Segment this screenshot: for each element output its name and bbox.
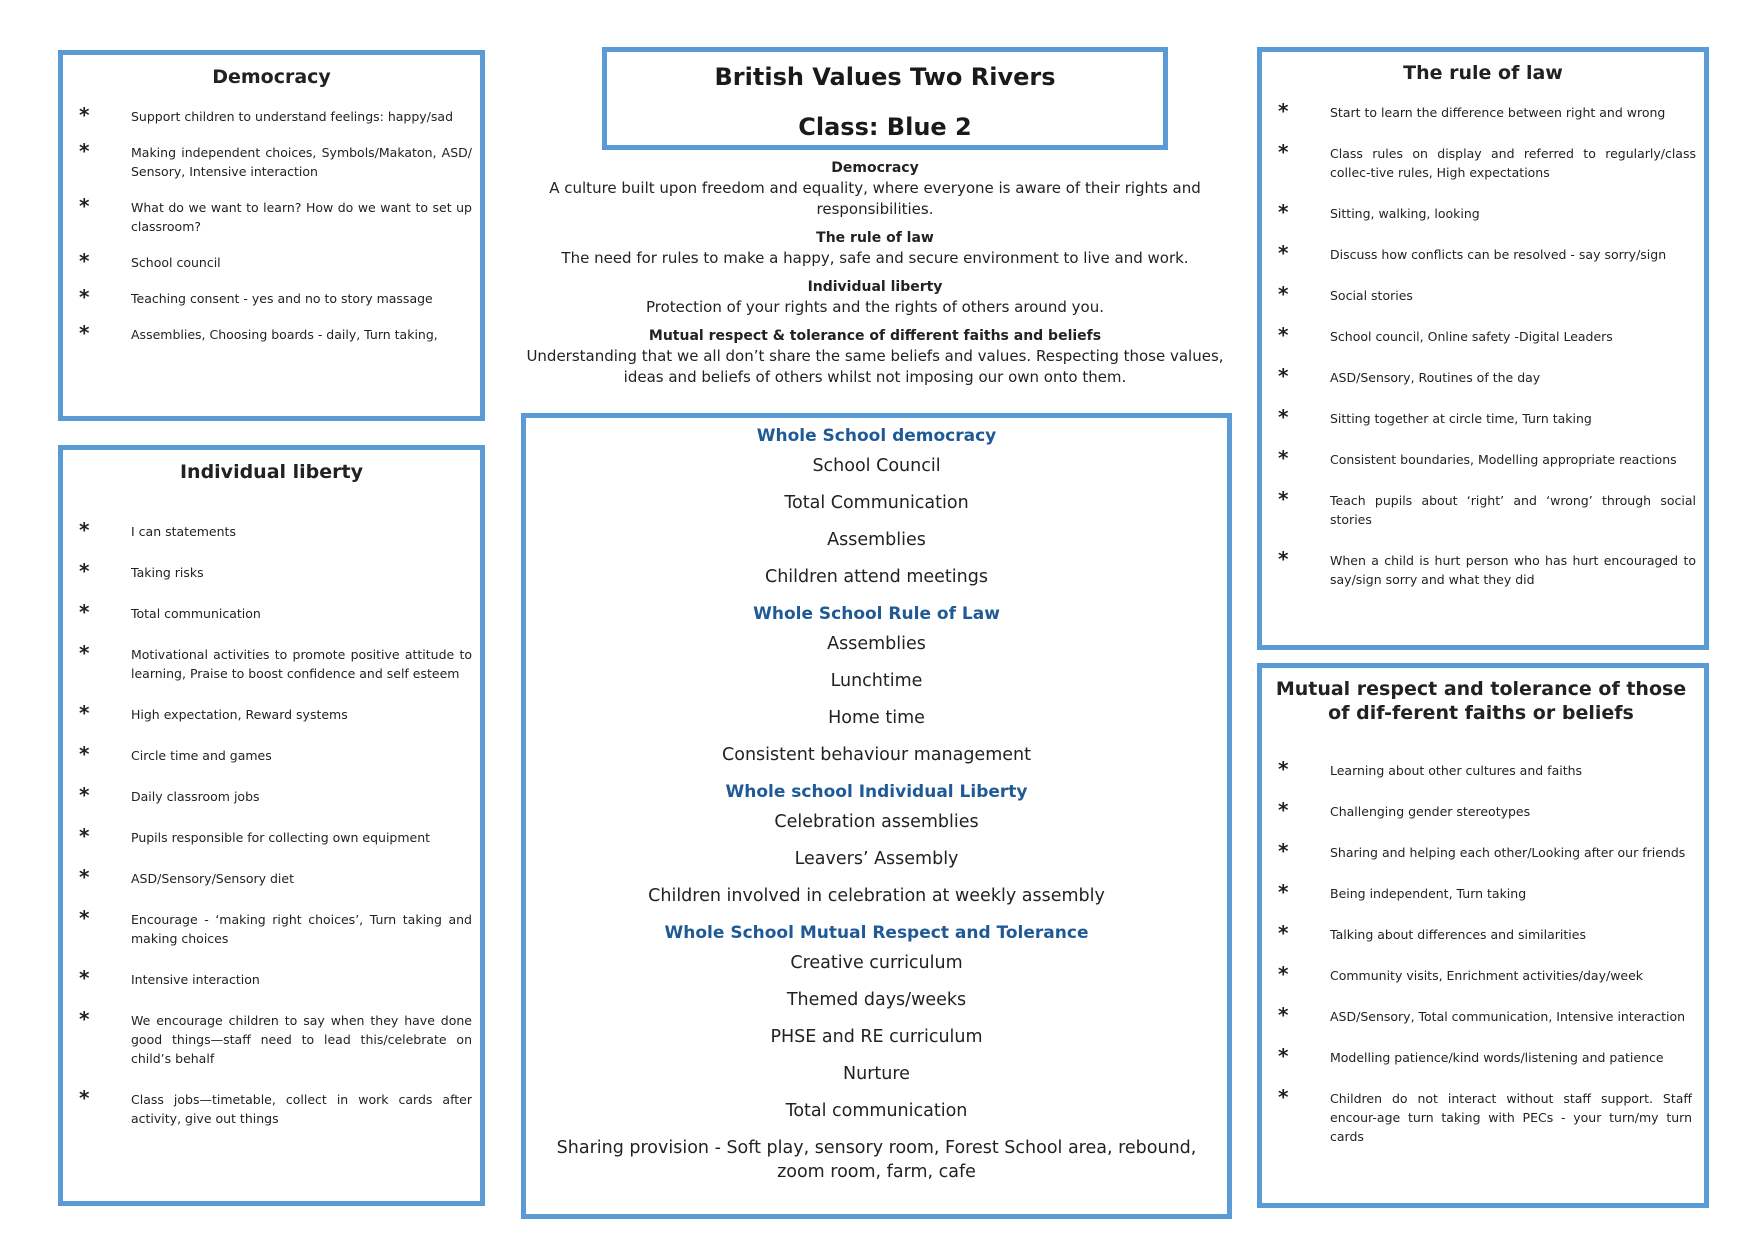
list-item — [71, 518, 472, 542]
list-item — [71, 824, 472, 848]
list-item-text: Social stories — [1330, 288, 1413, 303]
list-item-text: Class rules on display and referred to regularly/class collec-tive rules, High expectations — [1330, 146, 1696, 180]
whole-school-item: School Council — [812, 456, 941, 476]
list-item — [1270, 1044, 1692, 1068]
bullet-asterisk-icon: * — [79, 641, 90, 665]
list-item — [71, 103, 472, 127]
definition-text: A culture built upon freedom and equality, where everyone is aware of their rights and responsibilities. — [549, 179, 1201, 218]
list-item — [1270, 839, 1692, 863]
list-item — [71, 139, 472, 181]
bullet-asterisk-icon: * — [79, 701, 90, 725]
bullet-asterisk-icon: * — [1278, 200, 1289, 224]
whole-school-panel — [521, 413, 1232, 1219]
list-item-text: Support children to understand feelings: happy/sad — [131, 109, 453, 124]
list-item-text: Intensive interaction — [131, 972, 260, 987]
bullet-asterisk-icon: * — [79, 518, 90, 542]
bullet-asterisk-icon: * — [79, 906, 90, 930]
list-item-text: Modelling patience/kind words/listening and patience — [1330, 1050, 1664, 1065]
list-item-text: Class jobs—timetable, collect in work cards after activity, give out things — [131, 1092, 472, 1126]
bullet-asterisk-icon: * — [79, 559, 90, 583]
list-item-text: Sitting together at circle time, Turn taking — [1330, 411, 1592, 426]
list-item — [1270, 405, 1696, 429]
whole-school-item: Creative curriculum — [790, 953, 963, 973]
bullet-asterisk-icon: * — [79, 139, 90, 163]
bullet-asterisk-icon: * — [1278, 839, 1289, 863]
bullet-asterisk-icon: * — [79, 783, 90, 807]
list-item — [71, 641, 472, 683]
bullet-asterisk-icon: * — [79, 1007, 90, 1031]
list-item — [1270, 282, 1696, 306]
list-item-text: ASD/Sensory, Routines of the day — [1330, 370, 1541, 385]
whole-school-heading: Whole School Rule of Law — [753, 604, 1000, 624]
list-item — [1270, 962, 1692, 986]
whole-school-item: Consistent behaviour management — [722, 745, 1031, 765]
whole-school-heading: Whole school Individual Liberty — [725, 782, 1028, 802]
bullet-asterisk-icon: * — [1278, 364, 1289, 388]
bullet-asterisk-icon: * — [1278, 446, 1289, 470]
list-item-text: Talking about differences and similarities — [1330, 927, 1586, 942]
bullet-asterisk-icon: * — [1278, 241, 1289, 265]
list-item — [1270, 446, 1696, 470]
bullet-asterisk-icon: * — [79, 824, 90, 848]
bullet-asterisk-icon: * — [1278, 547, 1289, 571]
list-item-text: Children do not interact without staff support. Staff encour-age turn taking with PECs - your turn/my turn cards — [1330, 1091, 1692, 1144]
list-item — [71, 742, 472, 766]
definition-text: The need for rules to make a happy, safe and secure environment to live and work. — [561, 249, 1189, 267]
whole-school-item: Assemblies — [827, 634, 926, 654]
bullet-asterisk-icon: * — [79, 966, 90, 990]
whole-school-item: Nurture — [843, 1064, 910, 1084]
bullet-asterisk-icon: * — [79, 285, 90, 309]
individual-liberty-list — [71, 518, 472, 1128]
page-title: British Values Two Rivers — [714, 63, 1056, 91]
list-item — [1270, 547, 1696, 589]
list-item-text: Start to learn the difference between right and wrong — [1330, 105, 1666, 120]
definition-heading: Mutual respect & tolerance of different faiths and beliefs — [648, 328, 1102, 344]
list-item — [71, 1086, 472, 1128]
list-item-text: ASD/Sensory/Sensory diet — [131, 871, 294, 886]
list-item — [71, 321, 472, 345]
list-item-text: Community visits, Enrichment activities/day/week — [1330, 968, 1644, 983]
list-item-text: Assemblies, Choosing boards - daily, Turn taking, — [131, 327, 438, 342]
bullet-asterisk-icon: * — [1278, 323, 1289, 347]
list-item-text: When a child is hurt person who has hurt encouraged to say/sign sorry and what they did — [1330, 553, 1696, 587]
bullet-asterisk-icon: * — [79, 321, 90, 345]
bullet-asterisk-icon: * — [1278, 1003, 1289, 1027]
list-item-text: We encourage children to say when they have done good things—staff need to lead this/celebrate on child’s behalf — [131, 1013, 472, 1066]
list-item — [71, 249, 472, 273]
list-item — [1270, 364, 1696, 388]
list-item — [1270, 1085, 1692, 1146]
list-item-text: Taking risks — [131, 565, 204, 580]
individual-liberty-title: Individual liberty — [179, 461, 364, 483]
bullet-asterisk-icon: * — [1278, 99, 1289, 123]
whole-school-item: Sharing provision - Soft play, sensory room, Forest School area, rebound, zoom room, farm, cafe — [556, 1138, 1197, 1182]
bullet-asterisk-icon: * — [1278, 798, 1289, 822]
page-title-panel — [602, 47, 1168, 150]
whole-school-item: PHSE and RE curriculum — [770, 1027, 983, 1047]
mutual-respect-list — [1270, 757, 1692, 1146]
whole-school-item: Themed days/weeks — [786, 990, 967, 1010]
definition-heading: Democracy — [831, 160, 919, 176]
list-item-text: Total communication — [131, 606, 261, 621]
whole-school-item: Leavers’ Assembly — [794, 849, 959, 869]
bullet-asterisk-icon: * — [79, 600, 90, 624]
list-item-text: Discuss how conflicts can be resolved - say sorry/sign — [1330, 247, 1667, 262]
rule-of-law-list — [1270, 99, 1696, 589]
list-item — [1270, 241, 1696, 265]
list-item — [1270, 1003, 1692, 1027]
definition-heading: The rule of law — [816, 230, 934, 246]
list-item-text: Circle time and games — [131, 748, 272, 763]
mutual-respect-panel — [1257, 663, 1709, 1208]
definition-text: Understanding that we all don’t share the same beliefs and values. Respecting those values, ideas and beliefs of others whilst not imposing our own onto them. — [526, 347, 1224, 386]
list-item — [71, 906, 472, 948]
bullet-asterisk-icon: * — [1278, 282, 1289, 306]
bullet-asterisk-icon: * — [1278, 140, 1289, 164]
individual-liberty-panel — [58, 445, 485, 1206]
list-item — [71, 865, 472, 889]
list-item — [71, 194, 472, 236]
whole-school-item: Total Communication — [784, 493, 969, 513]
definition-heading: Individual liberty — [807, 279, 943, 295]
list-item — [1270, 757, 1692, 781]
class-name: Class: Blue 2 — [798, 113, 972, 141]
list-item-text: Sharing and helping each other/Looking after our friends — [1330, 845, 1686, 860]
list-item — [71, 285, 472, 309]
list-item-text: Daily classroom jobs — [131, 789, 260, 804]
bullet-asterisk-icon: * — [79, 742, 90, 766]
bullet-asterisk-icon: * — [1278, 405, 1289, 429]
list-item-text: What do we want to learn? How do we want to set up classroom? — [131, 200, 472, 234]
bullet-asterisk-icon: * — [1278, 757, 1289, 781]
democracy-title: Democracy — [212, 66, 331, 88]
bullet-asterisk-icon: * — [79, 103, 90, 127]
whole-school-item: Children involved in celebration at weekly assembly — [648, 886, 1105, 906]
list-item-text: School council — [131, 255, 221, 270]
list-item — [71, 559, 472, 583]
list-item — [1270, 921, 1692, 945]
bullet-asterisk-icon: * — [79, 249, 90, 273]
definitions-block — [505, 158, 1245, 396]
list-item-text: Encourage - ‘making right choices’, Turn taking and making choices — [131, 912, 472, 946]
list-item-text: I can statements — [131, 524, 236, 539]
whole-school-heading: Whole School democracy — [756, 426, 997, 446]
bullet-asterisk-icon: * — [1278, 487, 1289, 511]
list-item-text: ASD/Sensory, Total communication, Intensive interaction — [1330, 1009, 1686, 1024]
bullet-asterisk-icon: * — [79, 194, 90, 218]
list-item — [71, 600, 472, 624]
list-item — [71, 783, 472, 807]
list-item — [1270, 99, 1696, 123]
bullet-asterisk-icon: * — [79, 865, 90, 889]
list-item — [1270, 140, 1696, 182]
list-item-text: Teaching consent - yes and no to story massage — [131, 291, 433, 306]
democracy-panel — [58, 50, 485, 421]
list-item-text: Pupils responsible for collecting own equipment — [131, 830, 431, 845]
list-item-text: School council, Online safety -Digital Leaders — [1330, 329, 1613, 344]
bullet-asterisk-icon: * — [1278, 1044, 1289, 1068]
bullet-asterisk-icon: * — [1278, 962, 1289, 986]
list-item-text: Being independent, Turn taking — [1330, 886, 1527, 901]
whole-school-item: Lunchtime — [830, 671, 923, 691]
rule-of-law-panel — [1257, 47, 1709, 650]
list-item-text: High expectation, Reward systems — [131, 707, 348, 722]
list-item-text: Learning about other cultures and faiths — [1330, 763, 1583, 778]
bullet-asterisk-icon: * — [1278, 921, 1289, 945]
bullet-asterisk-icon: * — [1278, 1085, 1289, 1109]
list-item — [1270, 323, 1696, 347]
list-item — [1270, 880, 1692, 904]
list-item — [71, 701, 472, 725]
mutual-respect-title: Mutual respect and tolerance of those of dif-ferent faiths or beliefs — [1275, 678, 1687, 724]
list-item-text: Motivational activities to promote positive attitude to learning, Praise to boost confidence and self esteem — [131, 647, 472, 681]
democracy-list — [71, 103, 472, 345]
list-item — [1270, 487, 1696, 529]
list-item-text: Challenging gender stereotypes — [1330, 804, 1531, 819]
whole-school-item: Assemblies — [827, 530, 926, 550]
list-item — [1270, 200, 1696, 224]
whole-school-heading: Whole School Mutual Respect and Tolerance — [664, 923, 1089, 943]
whole-school-item: Home time — [828, 708, 925, 728]
bullet-asterisk-icon: * — [79, 1086, 90, 1110]
bullet-asterisk-icon: * — [1278, 880, 1289, 904]
list-item-text: Teach pupils about ‘right’ and ‘wrong’ through social stories — [1330, 493, 1696, 527]
list-item — [71, 966, 472, 990]
whole-school-item: Celebration assemblies — [774, 812, 979, 832]
whole-school-item: Children attend meetings — [765, 567, 988, 587]
list-item-text: Consistent boundaries, Modelling appropriate reactions — [1330, 452, 1677, 467]
definition-text: Protection of your rights and the rights of others around you. — [645, 298, 1104, 316]
list-item — [71, 1007, 472, 1068]
list-item — [1270, 798, 1692, 822]
whole-school-item: Total communication — [785, 1101, 968, 1121]
list-item-text: Sitting, walking, looking — [1330, 206, 1480, 221]
list-item-text: Making independent choices, Symbols/Makaton, ASD/ Sensory, Intensive interaction — [131, 145, 472, 179]
rule-of-law-title: The rule of law — [1403, 62, 1563, 84]
